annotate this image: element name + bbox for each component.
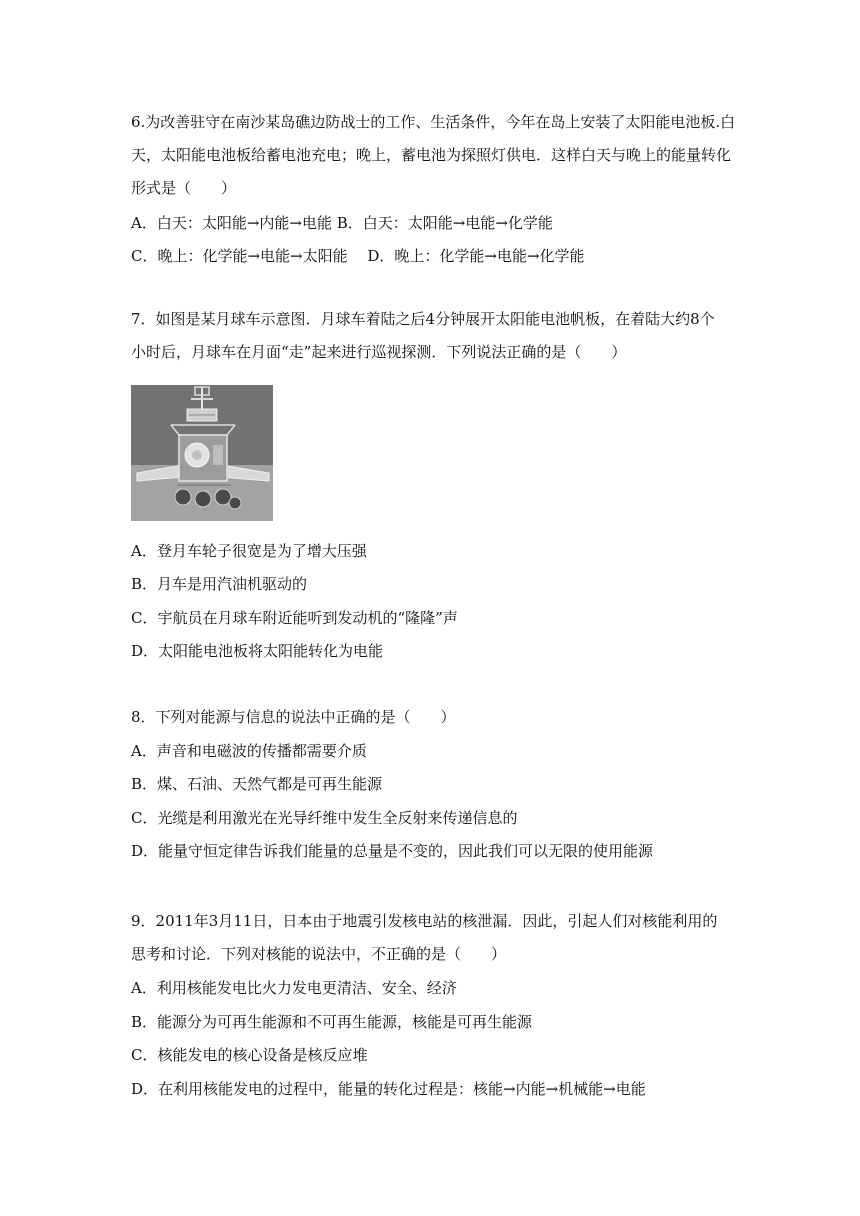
option: A．登月车轮子很宽是为了增大压强 (131, 542, 367, 560)
question-text-line: 6.为改善驻守在南沙某岛礁边防战士的工作、生活条件，今年在岛上安装了太阳能电池板.白 (131, 113, 736, 131)
option: A．白天：太阳能→内能→电能 B．白天：太阳能→电能→化学能 (131, 214, 553, 232)
option: B．月车是用汽油机驱动的 (131, 575, 308, 593)
question-text-line: 思考和讨论．下列对核能的说法中，不正确的是（ ） (131, 945, 507, 963)
question-text-line: 8．下列对能源与信息的说法中正确的是（ ） (131, 708, 456, 726)
option: B．能源分为可再生能源和不可再生能源，核能是可再生能源 (131, 1013, 533, 1031)
question-text-line: 9．2011年3月11日，日本由于地震引发核电站的核泄漏．因此，引起人们对核能利用的 (131, 912, 718, 930)
question-text-line: 7．如图是某月球车示意图．月球车着陆之后4分钟展开太阳能电池帆板，在着陆大约8个 (131, 310, 715, 328)
option: C．晚上：化学能→电能→太阳能 D．晚上：化学能→电能→化学能 (131, 247, 585, 265)
option: C．宇航员在月球车附近能听到发动机的“隆隆”声 (131, 609, 458, 627)
option: C．核能发电的核心设备是核反应堆 (131, 1046, 368, 1064)
option: D．能量守恒定律告诉我们能量的总量是不变的，因此我们可以无限的使用能源 (131, 842, 654, 860)
question-text-line: 小时后，月球车在月面“走”起来进行巡视探测．下列说法正确的是（ ） (131, 343, 627, 361)
option: D．太阳能电池板将太阳能转化为电能 (131, 642, 384, 660)
question-text-line: 天，太阳能电池板给蓄电池充电；晚上，蓄电池为探照灯供电．这样白天与晚上的能量转化 (131, 146, 732, 164)
question-text-line: 形式是（ ） (131, 179, 237, 197)
option: A．声音和电磁波的传播都需要介质 (131, 742, 367, 760)
lunar-rover-illustration (131, 385, 273, 521)
option: C．光缆是利用激光在光导纤维中发生全反射来传递信息的 (131, 809, 518, 827)
option: B．煤、石油、天然气都是可再生能源 (131, 775, 383, 793)
option: A．利用核能发电比火力发电更清洁、安全、经济 (131, 979, 457, 997)
lunar-rover-image (131, 385, 273, 521)
option: D．在利用核能发电的过程中，能量的转化过程是：核能→内能→机械能→电能 (131, 1080, 646, 1098)
